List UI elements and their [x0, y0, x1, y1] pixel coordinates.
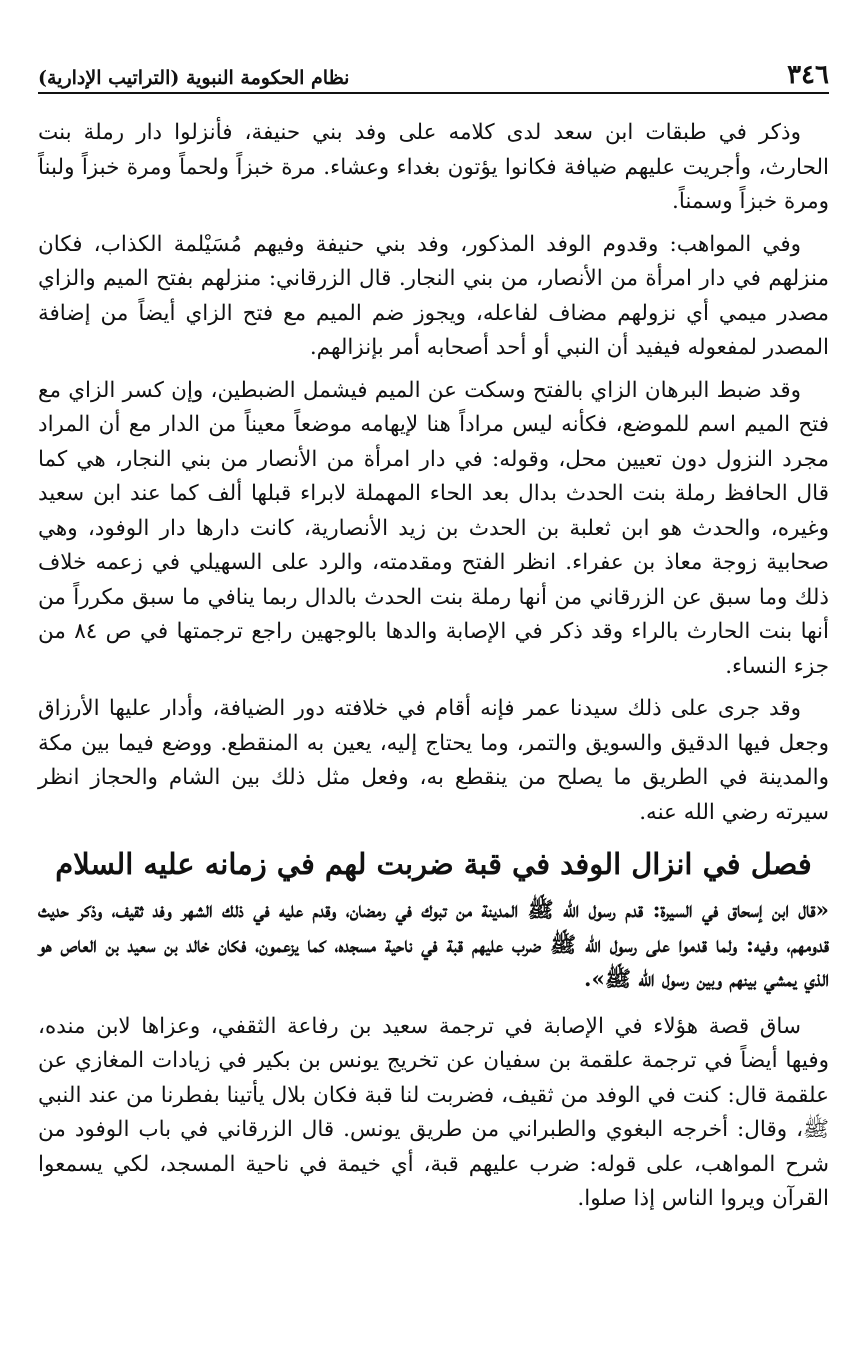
running-title: نظام الحكومة النبوية (التراتيب الإدارية) [38, 67, 350, 89]
paragraph-burhan: وقد ضبط البرهان الزاي بالفتح وسكت عن الميم فيشمل الضبطين، وإن كسر الزاي مع فتح الميم اسم للموضع، فكأنه ليس مراداً هنا لإيهامه موضعاً معيناً من الدار مع أن المراد مجرد النزول دون تعيين محل، وقوله: في دار امرأة من الأنصار من بني النجار، هي كما قال الحافظ رملة بنت الحدث بدال بعد الحاء المهملة لابراء قبلها ألف كما عند ابن سعيد وغيره، والحدث هو ابن ثعلبة بن الحدث بن زيد الأنصارية، كانت دارها دار الوفود، وهي صحابية زوجة معاذ بن عفراء. انظر الفتح ومقدمته، والرد على السهيلي في زعمه خلاف ذلك وما سبق عن الزرقاني من أنها رملة بنت الحدث بالدال ربما ينافي ما سبق مكرراً من أنها بنت الحارث بالراء وقد ذكر في الإصابة والدها بالوجهين راجع ترجمتها في ص ٨٤ من جزء النساء. [38, 377, 830, 679]
section-quote: «قال ابن إسحاق في السيرة: قدم رسول الله ﷺ المدينة من تبوك في رمضان، وقدم عليه في ذلك الشهر وفد ثقيف، وذكر حديث قدومهم، وفيه: ولما قدموا على رسول الله ﷺ ضرب عليهم قبة في ناحية مسجده، كما يزعمون، فكان خالد بن سعيد بن العاص هو الذي يمشي بينهم وبين رسول الله ﷺ». [38, 898, 829, 992]
page-body [38, 116, 829, 1217]
section-paragraph: ساق قصة هؤلاء في الإصابة في ترجمة سعيد بن رفاعة الثقفي، وعزاها لابن منده، وفيها أيضاً في ترجمة علقمة بن سفيان عن تخريج يونس بن بكير في زيادات المغازي عن علقمة قال: كنت في الوفد من ثقيف، فضربت لنا قبة فكان بلال يأتينا بفطرنا من عند النبي ﷺ، وقال: أخرجه البغوي والطبراني من طريق يونس. قال الزرقاني في باب الوفود من شرح المواهب، على قوله: ضرب عليهم قبة، أي خيمة في ناحية المسجد، لكي يسمعوا القرآن ويروا الناس إذا صلوا. [38, 1013, 829, 1211]
page-header [38, 58, 829, 94]
paragraph-mawahib: وفي المواهب: وقدوم الوفد المذكور، وفد بني حنيفة وفيهم مُسَيْلمة الكذاب، فكان منزلهم في دار امرأة من الأنصار، من بني النجار. قال الزرقاني: منزلهم بفتح الميم والزاي مصدر ميمي أي نزولهم مضاف لفاعله، ويجوز ضم الميم مع فتح الزاي أيضاً من إضافة المصدر لمفعوله فيفيد أن النبي أو أحد أصحابه أمر بإنزالهم. [38, 231, 829, 360]
page-number: ٣٤٦ [787, 60, 829, 90]
paragraph-ibn-saad: وذكر في طبقات ابن سعد لدى كلامه على وفد بني حنيفة، فأنزلوا دار رملة بنت الحارث، وأجريت عليهم ضيافة فكانوا يؤتون بغداء وعشاء. مرة خبزاً ولحماً ومرة خبزاً ولبناً ومرة خبزاً وسمناً. [38, 120, 829, 214]
paragraph-omar: وقد جرى على ذلك سيدنا عمر فإنه أقام في خلافته دور الضيافة، وأدار عليها الأرزاق وجعل فيها الدقيق والسويق والتمر، وما يحتاج إليه، يعين به المنقطع. ووضع فيما بين مكة والمدينة في الطريق ما يصلح من ينقطع به، وفعل مثل ذلك بين الشام والحجاز انظر سيرته رضي الله عنه. [38, 696, 829, 825]
section-heading: فصل في انزال الوفد في قبة ضربت لهم في زمانه عليه السلام [55, 847, 812, 881]
